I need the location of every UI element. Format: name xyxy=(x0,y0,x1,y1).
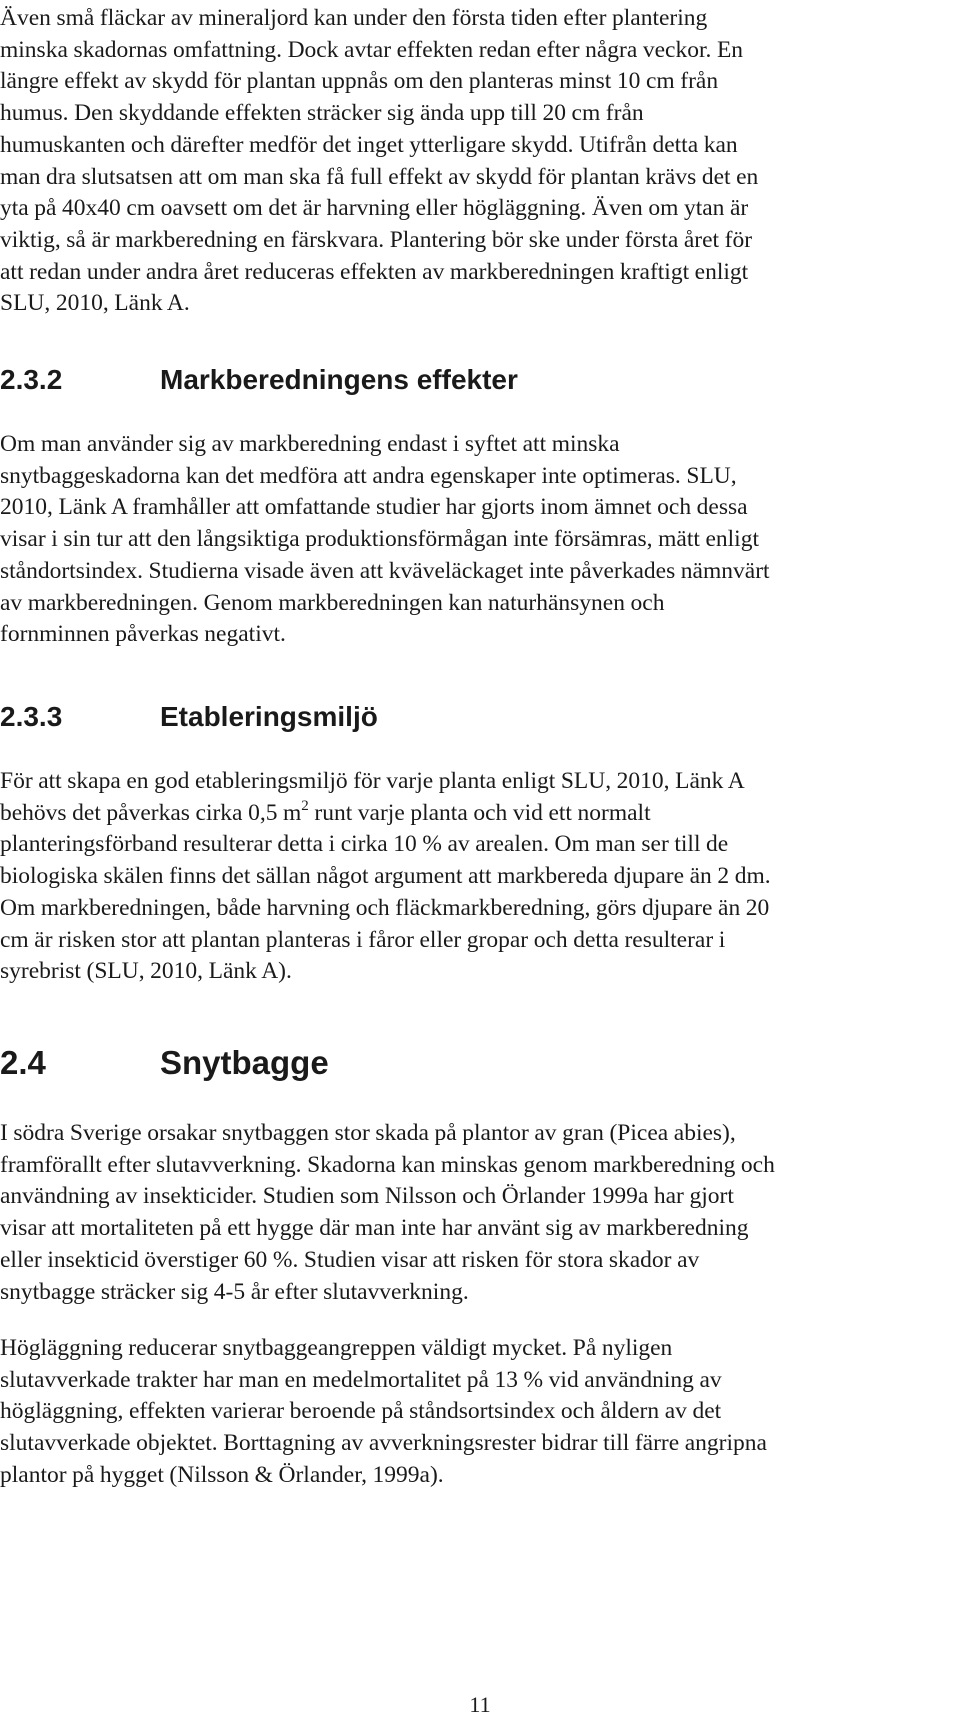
text-line: Om markberedningen, både harvning och fläckmarkberedning, görs djupare än 20 xyxy=(0,894,770,921)
text-line: För att skapa en god etableringsmiljö för varje planta enligt SLU, 2010, Länk A xyxy=(0,768,745,794)
text-line: minska skadornas omfattning. Dock avtar effekten redan efter några veckor. En xyxy=(0,36,744,63)
text-line: av markberedningen. Genom markberedningen kan naturhänsynen och xyxy=(0,589,665,616)
text-line: I södra Sverige orsakar snytbaggen stor skada på plantor av gran (Picea abies), xyxy=(0,1120,736,1146)
text-line: 2010, Länk A framhåller att omfattande studier har gjorts inom ämnet och dessa xyxy=(0,494,748,521)
text-line: Högläggning reducerar snytbaggeangreppen väldigt mycket. På nyligen xyxy=(0,1335,673,1361)
text-line: framförallt efter slutavverkning. Skadorna kan minskas genom markberedning och xyxy=(0,1151,775,1178)
text-line: SLU, 2010, Länk A. xyxy=(0,290,190,317)
section-title: Snytbagge xyxy=(160,1044,329,1081)
text-fragment: behövs det påverkas cirka 0,5 m xyxy=(0,799,302,826)
section-number: 2.3.3 xyxy=(0,701,63,732)
text-line: snytbaggeskadorna kan det medföra att andra egenskaper inte optimeras. SLU, xyxy=(0,462,737,489)
text-line: slutavverkade objektet. Borttagning av avverkningsrester bidrar till färre angripna xyxy=(0,1430,767,1457)
paragraph-mineraljord xyxy=(0,3,952,320)
section-number: 2.4 xyxy=(0,1044,46,1081)
paragraph-markberedningens-effekter xyxy=(0,429,952,651)
text-line: fornminnen påverkas negativt. xyxy=(0,621,286,648)
text-line: plantor på hygget (Nilsson & Örlander, 1999a). xyxy=(0,1461,444,1488)
paragraph-hoglaggning xyxy=(0,1333,952,1492)
page-number: 11 xyxy=(469,1692,491,1717)
text-line: att redan under andra året reduceras effekten av markberedningen kraftigt enligt xyxy=(0,258,749,285)
text-line: biologiska skälen finns det sällan något argument att markbereda djupare än 2 dm. xyxy=(0,863,771,890)
section-heading-2-3-3 xyxy=(0,700,378,734)
text-line: användning av insekticider. Studien som Nilsson och Örlander 1999a har gjort xyxy=(0,1183,734,1210)
text-line: ståndortsindex. Studierna visade även att kväveläckaget inte påverkades nämnvärt xyxy=(0,557,770,584)
section-heading-2-4 xyxy=(0,1043,329,1083)
section-title: Etableringsmiljö xyxy=(160,701,378,732)
section-title: Markberedningens effekter xyxy=(160,364,518,395)
section-heading-2-3-2 xyxy=(0,363,518,397)
text-line: planteringsförband resulterar detta i cirka 10 % av arealen. Om man ser till de xyxy=(0,831,729,858)
text-line: visar att mortaliteten på ett hygge där man inte har använt sig av markberedning xyxy=(0,1215,749,1242)
paragraph-snytbagge xyxy=(0,1118,952,1308)
text-line: man dra slutsatsen att om man ska få full effekt av skydd för plantan krävs det en xyxy=(0,163,759,190)
text-line: viktig, så är markberedning en färskvara. Plantering bör ske under första året för xyxy=(0,226,753,253)
text-line: syrebrist (SLU, 2010, Länk A). xyxy=(0,958,292,985)
text-line: slutavverkade trakter har man en medelmortalitet på 13 % vid användning av xyxy=(0,1366,722,1393)
text-line: högläggning, effekten varierar beroende på ståndsortsindex och åldern av det xyxy=(0,1398,722,1425)
text-line: yta på 40x40 cm oavsett om det är harvning eller högläggning. Även om ytan är xyxy=(0,195,749,222)
text-line xyxy=(0,797,651,826)
text-line: cm är risken stor att plantan planteras i fåror eller gropar och detta resulterar i xyxy=(0,926,726,953)
text-line: Även små fläckar av mineraljord kan under den första tiden efter plantering xyxy=(0,5,708,31)
text-line: längre effekt av skydd för plantan uppnås om den planteras minst 10 cm från xyxy=(0,68,719,95)
text-fragment: runt varje planta och vid ett normalt xyxy=(308,799,651,826)
text-line: humus. Den skyddande effekten sträcker sig ända upp till 20 cm från xyxy=(0,100,644,127)
text-line: eller insekticid överstiger 60 %. Studien visar att risken för stora skador av xyxy=(0,1246,700,1273)
superscript: 2 xyxy=(301,797,309,814)
section-number: 2.3.2 xyxy=(0,364,63,395)
text-line: humuskanten och därefter medför det inget ytterligare skydd. Utifrån detta kan xyxy=(0,131,738,158)
text-line: Om man använder sig av markberedning endast i syftet att minska xyxy=(0,431,620,457)
paragraph-etableringsmiljo xyxy=(0,766,952,988)
text-line: visar i sin tur att den långsiktiga produktionsförmågan inte försämras, mätt enligt xyxy=(0,526,759,553)
text-line: snytbagge sträcker sig 4-5 år efter slutavverkning. xyxy=(0,1278,469,1305)
